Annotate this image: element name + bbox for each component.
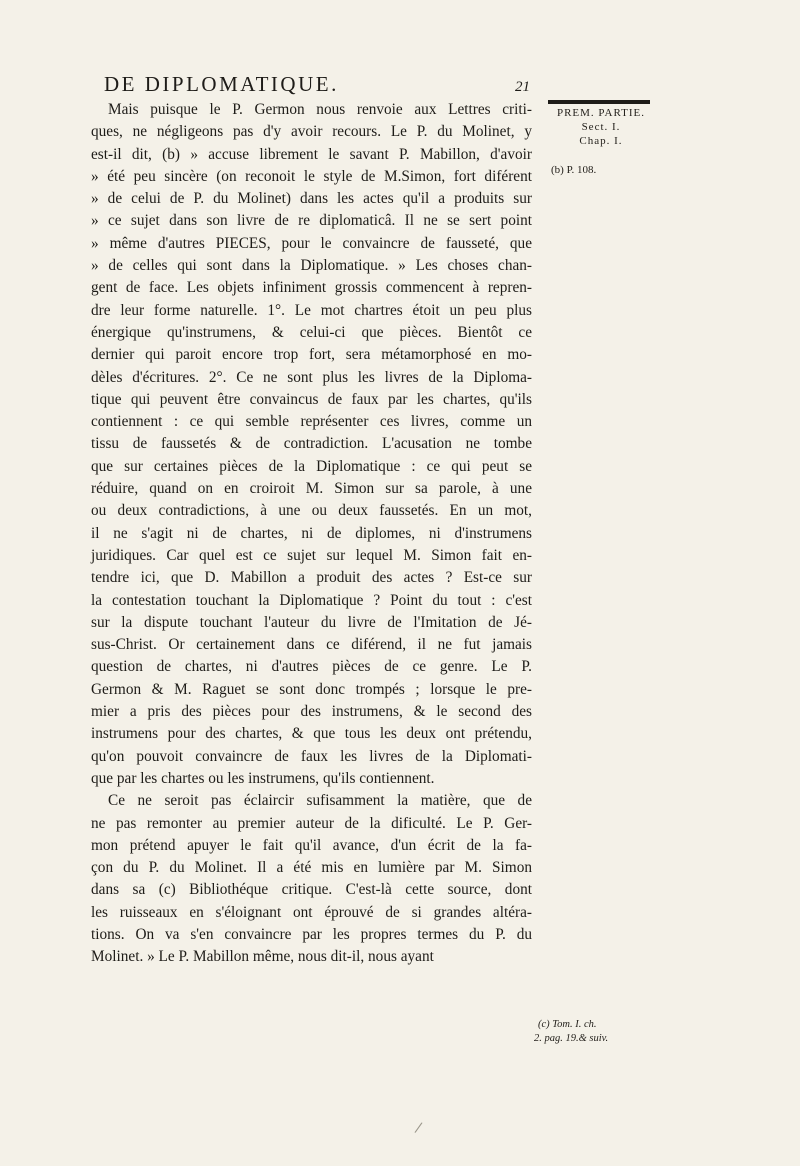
text-line: qu'on pouvoit convaincre de faux les livres de la Diplomati- [91,747,532,765]
text-line: » ce sujet dans son livre de re diplomaticâ. Il ne se sert point [91,212,532,230]
chapter-label: Chap. I. [579,135,623,147]
ink-mark: / [413,1119,424,1137]
margin-rule [548,100,650,104]
text-line: que sur certaines pièces de la Diplomatique : ce qui peut se [91,457,532,475]
footnote-c [534,1018,609,1046]
text-line: Ce ne seroit pas éclaircir sufisamment la matière, que de [108,792,532,810]
text-line: que par les chartes ou les instrumens, qu'ils contiennent. [91,769,435,787]
text-line: mon prétend apuyer le fait qu'il avance, d'un écrit de la fa- [91,836,532,854]
text-line: Molinet. » Le P. Mabillon même, nous dit-il, nous ayant [91,948,434,966]
text-line: ou deux contradictions, à une ou deux faussetés. En un mot, [91,502,532,520]
text-line: » de celui de P. du Molinet) dans les actes qu'il a produits sur [91,190,532,208]
text-line: instrumens pour des chartes, & que tous les deux ont prétendu, [91,725,532,743]
footnote-b: (b) P. 108. [551,164,597,176]
text-line: sus-Christ. Or certainement dans ce diférend, il ne fut jamais [91,636,532,654]
text-line: question de chartes, ni d'autres pièces de ce genre. Le P. [91,658,532,676]
text-line: dans sa (c) Bibliothéque critique. C'est-là cette source, dont [91,881,532,899]
page-number: 21 [515,79,530,95]
text-line: ques, ne négligeons pas d'y avoir recours. Le P. du Molinet, y [91,123,532,141]
text-line: tendre ici, que D. Mabillon a produit des actes ? Est-ce sur [91,569,532,587]
footnote-c-line: (c) Tom. I. ch. [538,1019,597,1030]
text-line: juridiques. Car quel est ce sujet sur lequel M. Simon fait en- [91,546,532,564]
text-line: » même d'autres PIECES, pour le convaincre de fausseté, que [91,234,532,252]
text-line: dèles d'écritures. 2°. Ce ne sont plus les livres de la Diploma- [91,368,532,386]
text-line: Germon & M. Raguet se sont donc trompés ; lorsque le pre- [91,680,532,698]
text-line: dernier qui paroit encore trop fort, sera métamorphosé en mo- [91,346,532,364]
text-line: » de celles qui sont dans la Diplomatique. » Les choses chan- [91,257,532,275]
part-label: PREM. PARTIE. [556,107,646,119]
text-line: sur la dispute touchant l'auteur du livre de l'Imitation de Jé- [91,613,532,631]
text-line: Mais puisque le P. Germon nous renvoie aux Lettres criti- [108,101,532,118]
text-line: tions. On va s'en convaincre par les propres termes du P. du [91,925,532,943]
text-line: tissu de faussetés & de contradiction. L'acusation ne tombe [91,435,532,453]
text-line: » été peu sincère (on reconoit le style de M.Simon, fort diférent [91,167,532,185]
footnote-c-line: 2. pag. 19.& suiv. [534,1033,609,1044]
text-line: est-il dit, (b) » accuse librement le savant P. Mabillon, d'avoir [91,145,532,163]
section-label: Sect. I. [581,121,621,133]
running-title: DE DIPLOMATIQUE. [104,72,339,96]
text-line: contiennent : ce qui semble représenter ces livres, comme un [91,413,532,431]
text-line: il ne s'agit ni de chartes, ni de diplomes, ni d'instrumens [91,524,532,542]
text-line: dre leur forme naturelle. 1°. Le mot chartres étoit un peu plus [91,301,532,319]
text-line: la contestation touchant la Diplomatique ? Point du tout : c'est [91,591,532,609]
text-line: gent de face. Les objets infiniment grossis commencent à repren- [91,279,532,297]
section-marginal-note [551,106,651,148]
text-line: énergique qu'instrumens, & celui-ci que pièces. Bientôt ce [91,323,532,341]
page-header [90,72,530,97]
text-line: mier a pris des pièces pour des instrumens, & le second des [91,703,532,721]
text-line: çon du P. du Molinet. Il a été mis en lumière par M. Simon [91,859,532,877]
text-line: ne pas remonter au premier auteur de la dificulté. Le P. Ger- [91,814,532,832]
text-line: réduire, quand on en croiroit M. Simon sur sa parole, à une [91,480,532,498]
body-text [91,99,532,969]
text-line: les ruisseaux en s'éloignant ont éprouvé de si grandes altéra- [91,903,532,921]
text-line: tique qui peuvent être convaincus de faux par les chartes, qu'ils [91,390,532,408]
